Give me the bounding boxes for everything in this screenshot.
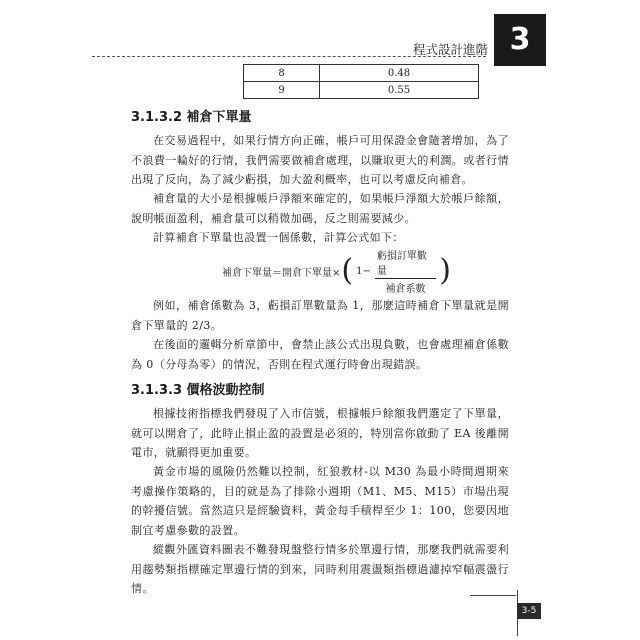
paragraph: 縱觀外匯資料圖表不難發現盤整行情多於單邊行情，那麼我們就需要利用趨勢類指標確定單邊行情的到來，同時利用震盪類指標過濾掉窄幅震盪行情。: [131, 543, 509, 595]
formula-fraction: [375, 247, 436, 295]
paragraph: 根據技術指標我們發現了入市信號，根據帳戶餘額我們選定了下單量，就可以開倉了，此時止損止盈的設置是必須的，特別當你啟動了 EA 後離開電市，就顯得更加重要。: [131, 407, 509, 459]
formula-right-paren: ): [439, 253, 451, 288]
section-heading-price-volatility: 3.1.3.3 價格波動控制: [131, 383, 265, 398]
paragraph: 計算補倉下單量也設置一個係數，計算公式如下：: [153, 231, 404, 244]
formula-lhs: 補倉下單量＝開倉下單量×: [222, 267, 341, 279]
table-cell: 9: [244, 82, 320, 99]
table-cell: 8: [244, 65, 320, 82]
table-cell: 0.55: [320, 82, 479, 99]
formula-denominator: 補倉系數: [385, 284, 426, 295]
chapter-number-tab: 3: [494, 14, 546, 66]
paragraph: 黃金市場的風險仍然難以控制，紅狼教材-以 M30 為最小時間週期來考慮操作策略的，目的就是為了排除小週期（M1、M5、M15）市場出現的幹擾信號。當然這只是經驗資料，黃金每手積桿至少 1：100，您要因地制宜考慮參數的設置。: [131, 465, 509, 537]
add-position-formula: [222, 251, 452, 295]
page-number: 3-5: [517, 603, 541, 619]
paragraph: 補倉量的大小是根據帳戶淨額來確定的，如果帳戶淨額大於帳戶餘額，說明帳面盈利，補倉量可以稍微加碼，反之則需要減少。: [131, 192, 509, 225]
table-cell: 0.48: [320, 65, 479, 82]
table-row: [244, 65, 479, 82]
chapter-title: 程式設計進階: [412, 42, 488, 57]
footer-horizontal-rule: [470, 595, 516, 596]
paragraph: 在交易過程中，如果行情方向正確，帳戶可用保證金會隨著增加，為了不浪費一輪好的行情，我們需要做補倉處理，以賺取更大的利潤。或者行情出現了反向，為了減少虧損，加大盈利概率，也可以考慮反向補倉。: [131, 134, 509, 186]
paragraph: 在後面的邏輯分析章節中，會禁止該公式出現負數，也會處理補倉係數為 0（分母為零）的情況，否則在程式運行時會出現錯誤。: [131, 338, 509, 371]
table-row: [244, 82, 479, 99]
formula-left-paren: (: [341, 253, 354, 288]
coefficient-table: [243, 64, 479, 99]
paragraph: 例如，補倉係數為 3，虧損訂單數量為 1，那麼這時補倉下單量就是開倉下單量的 2/3。: [131, 299, 509, 332]
header-divider: [92, 56, 486, 57]
formula-numerator: 虧損訂單數量: [375, 247, 436, 279]
section-heading-add-position: 3.1.3.2 補倉下單量: [131, 110, 252, 125]
formula-one-minus: 1−: [356, 265, 371, 277]
